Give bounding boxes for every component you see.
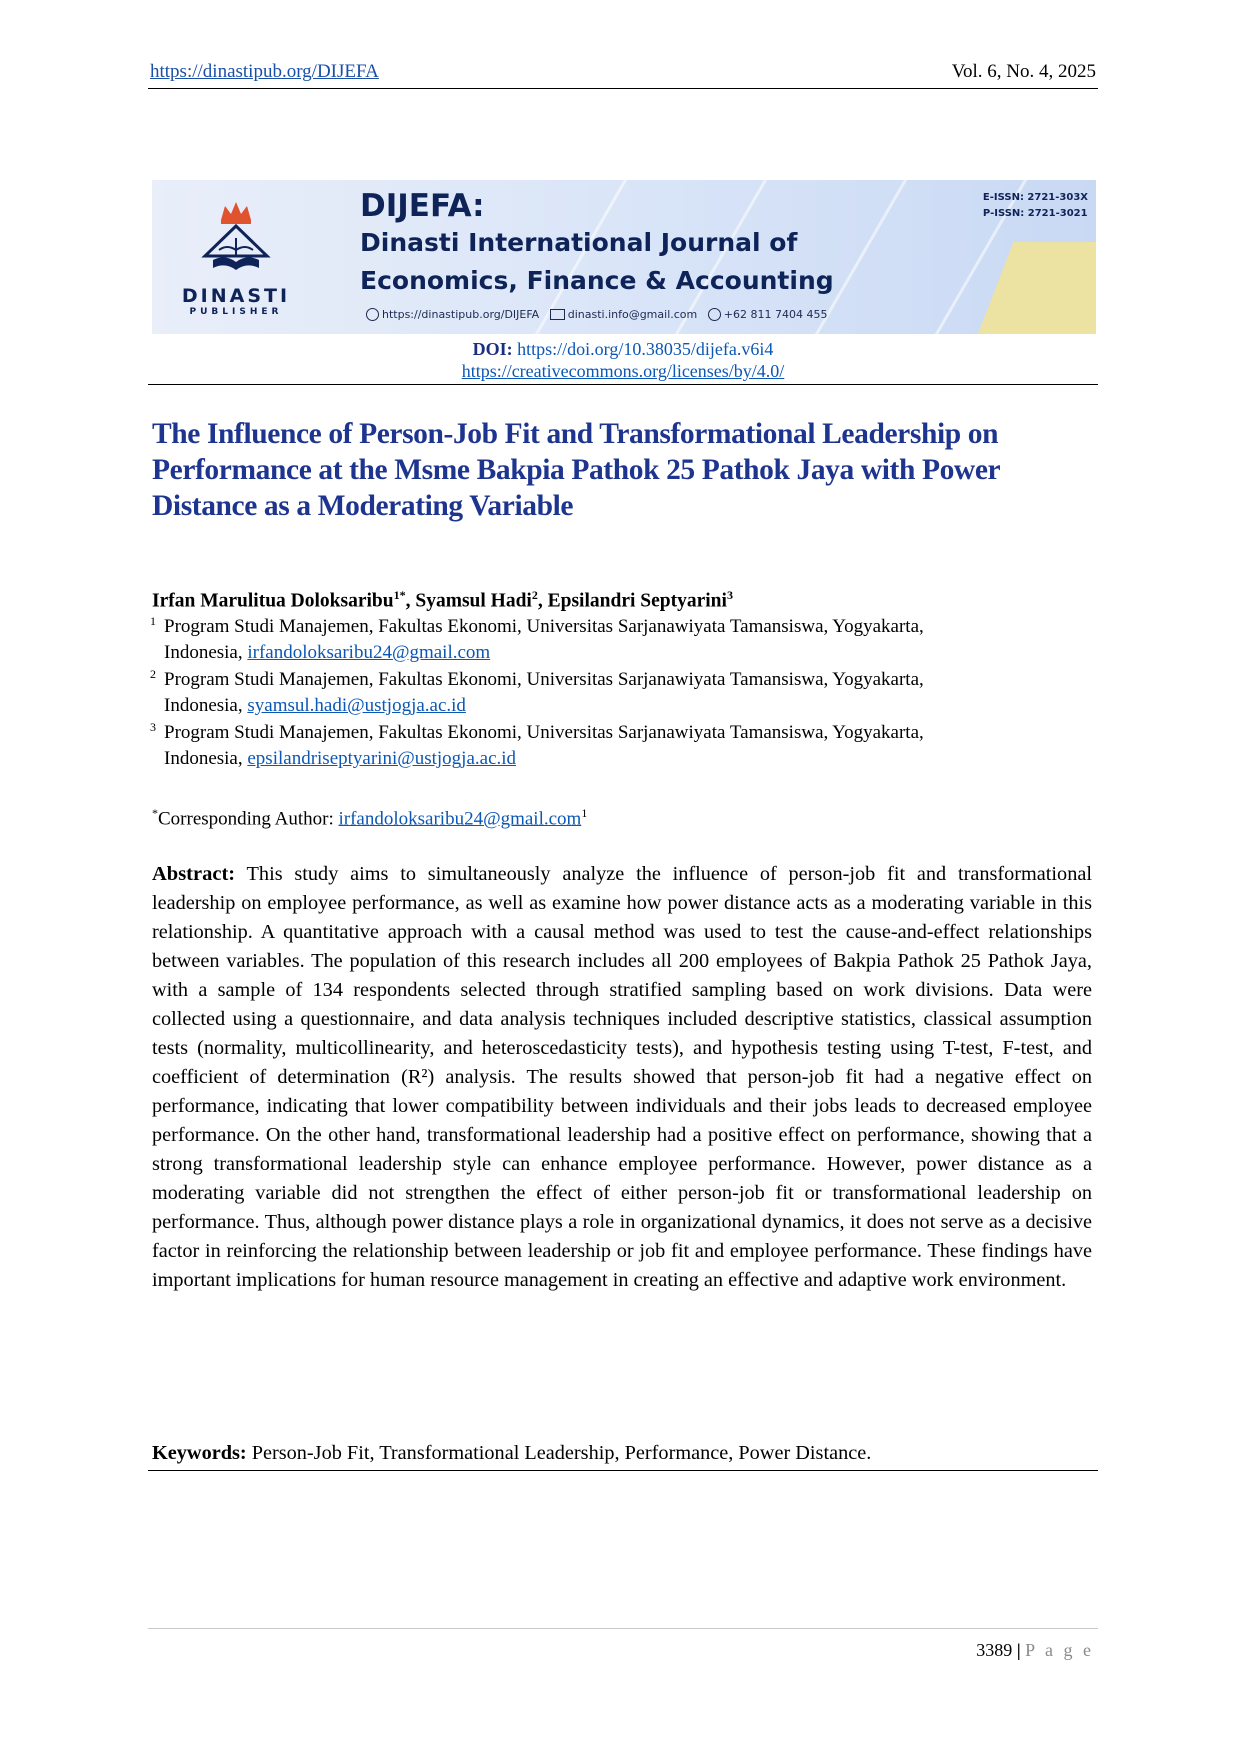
author-affiliation-mark: 1*: [393, 588, 406, 602]
affiliation-text: Program Studi Manajemen, Fakultas Ekonomi, Universitas Sarjanawiyata Tamansiswa, Yogyakarta,: [164, 616, 924, 637]
corresponding-sup: 1: [581, 806, 588, 820]
header-divider: [148, 384, 1098, 385]
author-name: Epsilandri Septyarini: [547, 590, 727, 612]
crown-book-logo-icon: [197, 198, 275, 282]
journal-email: dinasti.info@gmail.com: [567, 308, 698, 321]
publisher-subname: PUBLISHER: [189, 307, 283, 317]
issn-block: [983, 190, 1088, 222]
affiliation-number: 1: [150, 614, 156, 628]
page-word: P a g e: [1025, 1640, 1094, 1660]
p-issn: P-ISSN: 2721-3021: [982, 208, 1088, 219]
affiliation: [150, 614, 1092, 666]
banner-accent-shape: [978, 242, 1096, 334]
author-affiliation-mark: 3: [726, 588, 733, 602]
journal-name-line2: Economics, Finance & Accounting: [360, 266, 834, 295]
globe-icon: [366, 308, 379, 321]
keywords-label: Keywords:: [152, 1442, 247, 1464]
corresponding-author: [152, 806, 587, 830]
page-separator: |: [1016, 1640, 1021, 1660]
keywords-text: Person-Job Fit, Transformational Leadership, Performance, Power Distance.: [251, 1442, 872, 1464]
affiliation: [150, 667, 1092, 719]
mail-icon: [550, 309, 565, 320]
affiliation-email-link[interactable]: epsilandriseptyarini@ustjogja.ac.id: [247, 748, 517, 769]
running-header: [148, 58, 1098, 89]
keywords-divider: [148, 1470, 1098, 1471]
journal-contacts: [366, 308, 827, 321]
footer-divider: [148, 1628, 1098, 1629]
affiliation-country: Indonesia,: [164, 695, 248, 716]
abstract-label: Abstract:: [152, 863, 236, 885]
corresponding-mark: *: [152, 806, 158, 820]
author-name: Syamsul Hadi: [415, 590, 532, 612]
corresponding-email-link[interactable]: irfandoloksaribu24@gmail.com: [338, 808, 582, 830]
abstract-text: This study aims to simultaneously analyze the influence of person-job fit and transformational leadership on employee performance, as well as examine how power distance acts as a moderating variable in this relationship. A quantitative approach with a causal method was used to test the cause-and-effect relationships between variables. The population of this research includes all 200 employees of Bakpia Pathok 25 Pathok Jaya, with a sample of 134 respondents selected through stratified sampling based on work divisions. Data were collected using a questionnaire, and data analysis techniques included descriptive statistics, classical assumption tests (normality, multicollinearity, and heteroscedasticity tests), and hypothesis testing using T-test, F-test, and coefficient of determination (R²) analysis. The results showed that person-job fit had a negative effect on performance, indicating that lower compatibility between individuals and their jobs leads to decreased employee performance. On the other hand, transformational leadership had a positive effect on performance, showing that a strong transformational leadership style can enhance employee performance. However, power distance as a moderating variable did not strengthen the effect of either person-job fit or transformational leadership on performance. Thus, although power distance plays a role in organizational dynamics, it does not serve as a decisive factor in reinforcing the relationship between leadership or job fit and employee performance. These findings have important implications for human resource management in creating an effective and adaptive work environment.: [152, 863, 1092, 1291]
e-issn: E-ISSN: 2721-303X: [982, 192, 1088, 203]
affiliation-country: Indonesia,: [164, 748, 248, 769]
affiliation-number: 3: [150, 720, 156, 734]
affiliation-email-link[interactable]: syamsul.hadi@ustjogja.ac.id: [247, 695, 466, 716]
doi-label: DOI:: [472, 339, 513, 359]
publisher-logo: [172, 198, 300, 328]
doi-link[interactable]: https://doi.org/10.38035/dijefa.v6i4: [517, 339, 774, 359]
journal-phone: +62 811 7404 455: [723, 308, 828, 321]
license-link[interactable]: https://creativecommons.org/licenses/by/4.0/: [461, 361, 785, 381]
affiliation-number: 2: [150, 667, 156, 681]
publisher-name: DINASTI: [181, 285, 291, 307]
affiliation-text: Program Studi Manajemen, Fakultas Ekonomi, Universitas Sarjanawiyata Tamansiswa, Yogyakarta,: [164, 669, 924, 690]
affiliation: [150, 720, 1092, 772]
author-separator: ,: [537, 590, 548, 612]
page-number: 3389: [976, 1640, 1013, 1660]
phone-icon: [708, 308, 721, 321]
corresponding-label: Corresponding Author:: [158, 808, 339, 830]
article-title: The Influence of Person-Job Fit and Transformational Leadership on Performance at the Msme Bakpia Pathok 25 Pathok Jaya with Power Distance as a Moderating Variable: [152, 418, 1000, 522]
affiliation-country: Indonesia,: [164, 642, 248, 663]
affiliation-text: Program Studi Manajemen, Fakultas Ekonomi, Universitas Sarjanawiyata Tamansiswa, Yogyakarta,: [164, 722, 924, 743]
affiliation-email-link[interactable]: irfandoloksaribu24@gmail.com: [247, 642, 491, 663]
volume-issue: Vol. 6, No. 4, 2025: [951, 61, 1096, 82]
author-list: [152, 588, 733, 613]
author-separator: ,: [405, 590, 416, 612]
journal-banner: [152, 180, 1096, 334]
abstract: [152, 860, 1092, 1295]
journal-name-line1: Dinasti International Journal of: [360, 228, 798, 257]
page-footer: [976, 1640, 1094, 1661]
journal-url-link[interactable]: https://dinastipub.org/DIJEFA: [150, 61, 379, 82]
journal-website: https://dinastipub.org/DIJEFA: [382, 308, 540, 321]
journal-abbreviation: DIJEFA:: [360, 188, 485, 224]
keywords: [152, 1440, 1092, 1466]
author-affiliation-mark: 2: [531, 588, 538, 602]
author-name: Irfan Marulitua Doloksaribu: [152, 590, 394, 612]
doi-block: [148, 338, 1098, 382]
